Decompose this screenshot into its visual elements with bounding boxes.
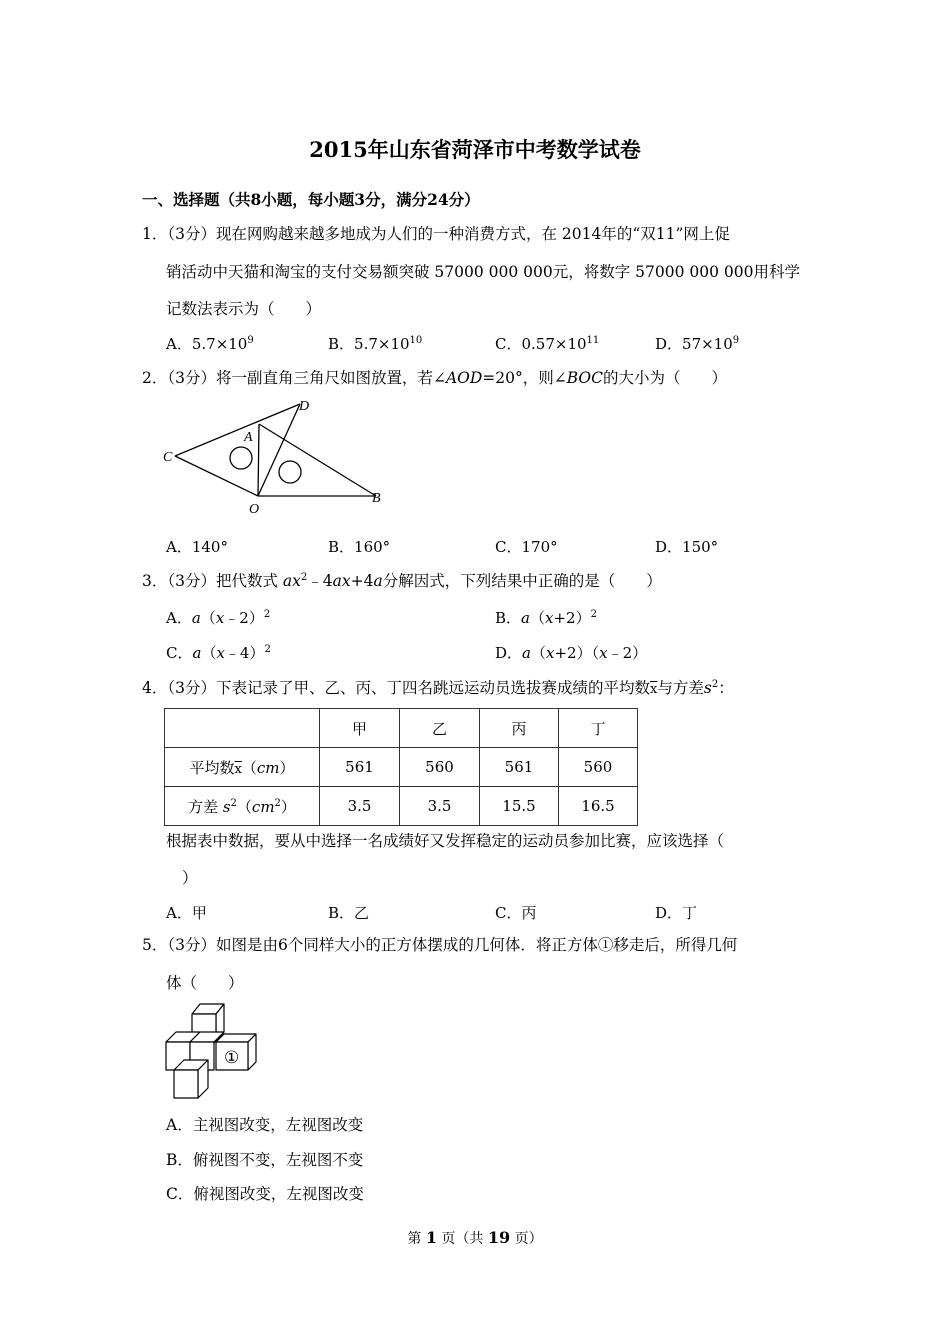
table-row bbox=[165, 787, 638, 826]
score-table bbox=[164, 708, 638, 826]
label-d: D bbox=[299, 399, 310, 414]
q1-option-b: B．$5.7\times 10^{10}$ bbox=[328, 335, 423, 353]
table-row bbox=[165, 748, 638, 787]
q4-option-a: A．甲 bbox=[166, 904, 207, 922]
q1-line2: 销活动中天猫和淘宝的支付交易额突破 57000 000 000元，将数字 57000 000 000用科学 bbox=[166, 263, 801, 281]
q4-option-d: D．丁 bbox=[655, 904, 698, 922]
q2-triangle-figure bbox=[160, 396, 390, 521]
row-label-variance: 方差 $s^2(cm^2)$ bbox=[165, 787, 320, 826]
q1-option-a: A．$5.7\times 10^9$ bbox=[166, 335, 254, 353]
q4-option-c: C．丙 bbox=[495, 904, 537, 922]
label-o: O bbox=[249, 502, 260, 517]
segment-ab bbox=[259, 424, 376, 496]
row-label-mean: 平均数$\overline{x}(cm)$ bbox=[165, 748, 320, 787]
q5-cube-figure bbox=[160, 1000, 265, 1105]
q4-option-b: B．乙 bbox=[328, 904, 370, 922]
q1-line3: 记数法表示为（ ） bbox=[166, 300, 322, 318]
table-header-cell: 甲 bbox=[320, 709, 400, 748]
table-cell: 3.5 bbox=[400, 787, 480, 826]
q3-option-b: B．$a(x+2)^2$ bbox=[495, 609, 597, 627]
cube-label: ① bbox=[224, 1048, 240, 1068]
label-a: A bbox=[244, 430, 253, 445]
q5-line1: 5．（3分）如图是由6个同样大小的正方体摆成的几何体．将正方体①移走后，所得几何 bbox=[142, 936, 738, 954]
table-cell: 560 bbox=[559, 748, 638, 787]
table-cell: 561 bbox=[320, 748, 400, 787]
q5-line2: 体（ ） bbox=[166, 974, 244, 992]
q1-option-c: C．$0.57\times 10^{11}$ bbox=[495, 335, 600, 353]
q3-option-a: A．a（x﹣2）$^2$ bbox=[166, 609, 271, 627]
q5-option-c: C．俯视图改变，左视图改变 bbox=[166, 1185, 364, 1203]
table-cell: 16.5 bbox=[559, 787, 638, 826]
q3-option-c: C．a（x﹣4）$^2$ bbox=[166, 644, 271, 662]
q2-option-c: C．170° bbox=[495, 538, 558, 556]
q3-stem: 3．（3分）把代数式 $ax^2﹣4ax+4a$分解因式，下列结果中正确的是（ ） bbox=[142, 572, 662, 590]
table-header-row bbox=[165, 709, 638, 748]
table-cell: 3.5 bbox=[320, 787, 400, 826]
q4-after-line1: 根据表中数据，要从中选择一名成绩好又发挥稳定的运动员参加比赛，应该选择（ bbox=[166, 832, 725, 850]
table-header-cell: 丁 bbox=[559, 709, 638, 748]
q5-option-a: A．主视图改变，左视图改变 bbox=[166, 1116, 364, 1134]
table-cell: 560 bbox=[400, 748, 480, 787]
table-header-cell: 乙 bbox=[400, 709, 480, 748]
q1-line1: 1．（3分）现在网购越来越多地成为人们的一种消费方式，在 2014年的“双11”网上促 bbox=[142, 225, 730, 243]
q2-option-a: A．140° bbox=[166, 538, 228, 556]
q4-after-line2: ） bbox=[182, 869, 198, 887]
table-cell: 561 bbox=[480, 748, 559, 787]
section-heading: 一、选择题（共8小题，每小题3分，满分24分） bbox=[142, 190, 480, 209]
circle-right bbox=[279, 461, 301, 483]
q2-stem: 2．（3分）将一副直角三角尺如图放置，若∠AOD=20°，则∠BOC的大小为（ ） bbox=[142, 369, 728, 387]
table-cell: 15.5 bbox=[480, 787, 559, 826]
q3-option-d: D．a（x+2）（x﹣2） bbox=[495, 644, 648, 662]
table-header-cell: 丙 bbox=[480, 709, 559, 748]
page-footer: 第 1 页（共 19 页） bbox=[407, 1228, 543, 1247]
segment-oa bbox=[258, 424, 259, 496]
q2-option-d: D．150° bbox=[655, 538, 719, 556]
segment-co bbox=[175, 456, 258, 496]
page-title: 2015年山东省菏泽市中考数学试卷 bbox=[309, 137, 641, 162]
q2-option-b: B．160° bbox=[328, 538, 391, 556]
label-c: C bbox=[163, 450, 173, 465]
circle-left bbox=[230, 447, 252, 469]
table-corner-cell bbox=[165, 709, 320, 748]
label-b: B bbox=[372, 491, 381, 506]
q1-option-d: D．$57\times 10^9$ bbox=[655, 335, 740, 353]
q4-stem: 4．（3分）下表记录了甲、乙、丙、丁四名跳远运动员选拔赛成绩的平均数$\overline{x}$与方差$s^2$： bbox=[142, 679, 734, 697]
q5-option-b: B．俯视图不变，左视图不变 bbox=[166, 1151, 364, 1169]
